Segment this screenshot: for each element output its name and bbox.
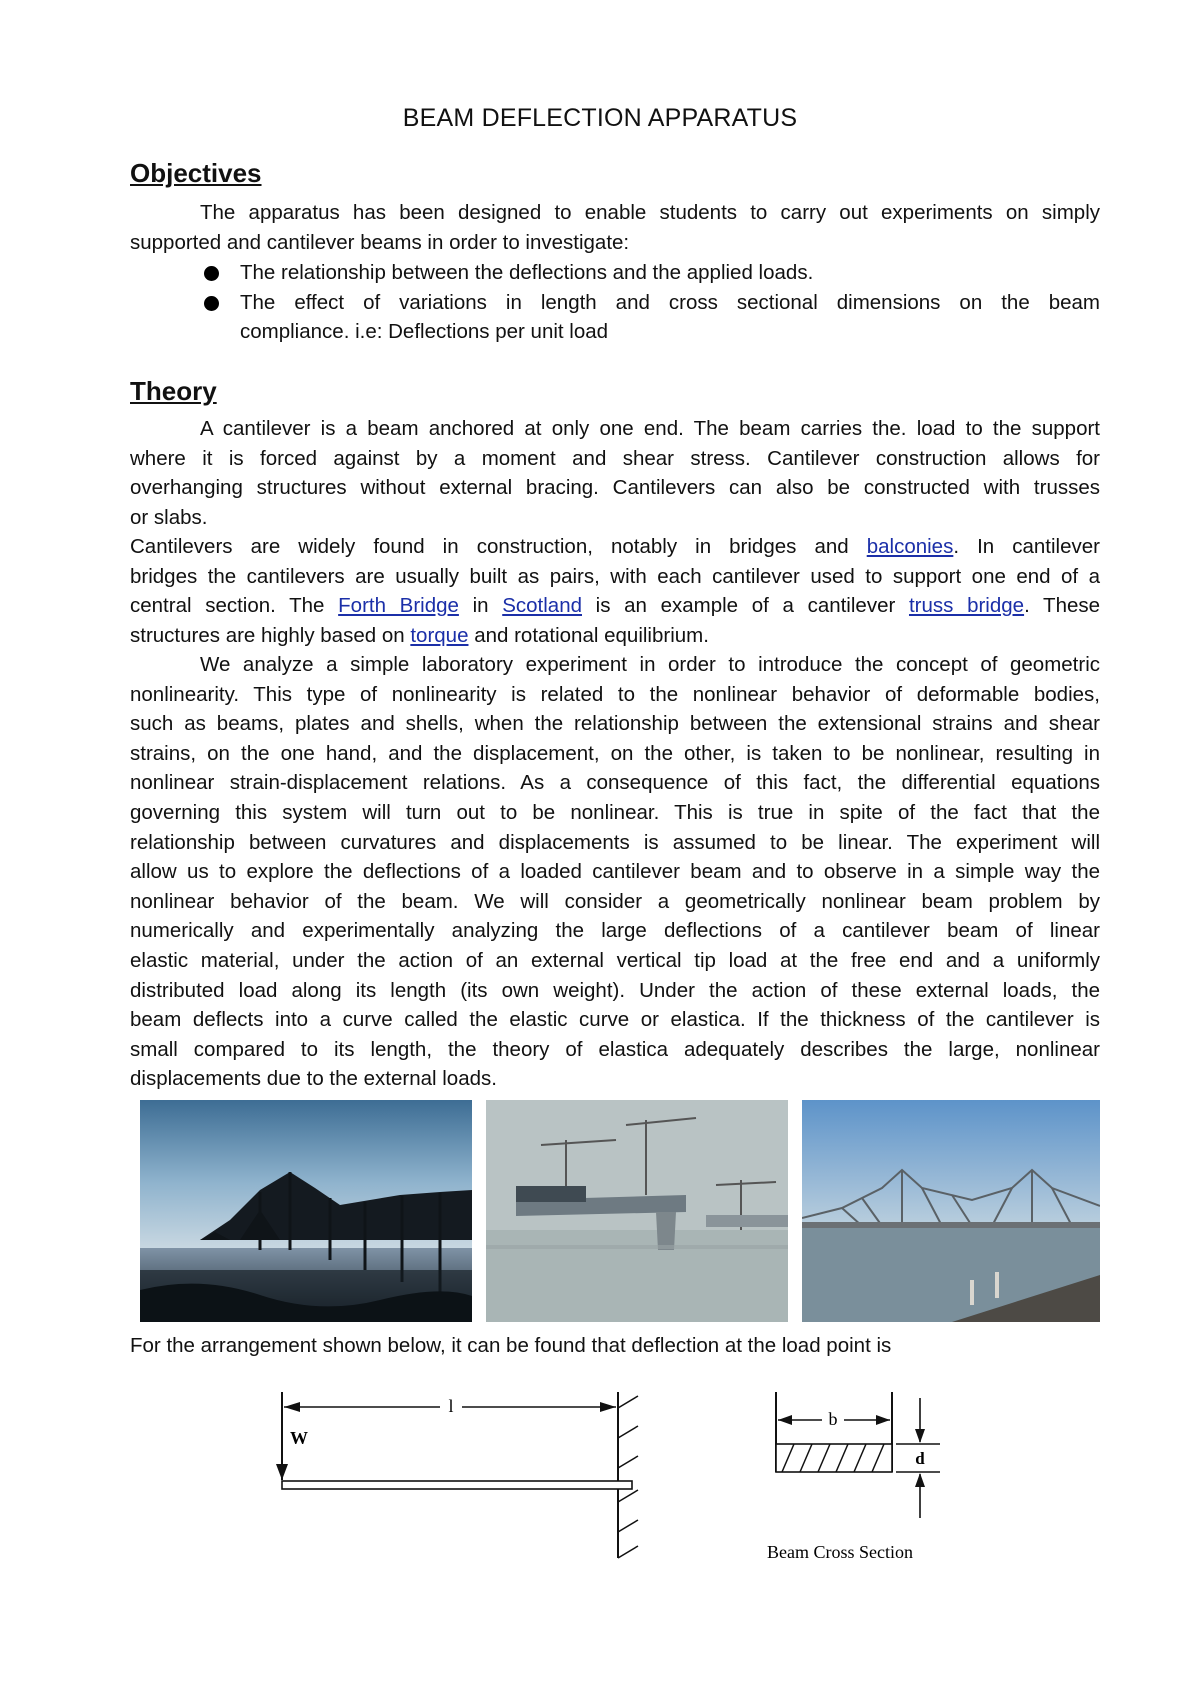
text-span: . These [1024,594,1101,618]
load-arrow-icon [276,1464,288,1480]
photo-bridge-construction [486,1100,788,1322]
text-line: supported and cantilever beams in order to investigate: [130,230,630,254]
text-line: displacements due to the external loads. [130,1067,497,1091]
photo-forth-bridge [140,1100,472,1322]
beam [282,1481,632,1489]
arrow-left-icon [284,1402,300,1412]
text-span: central section. The [130,594,325,618]
text-line: distributed load along its length (its own weight). Under the action of these external loads, the [130,978,1100,1002]
load-label: W [290,1428,308,1448]
text-line [130,591,1100,621]
link-scotland[interactable]: Scotland [502,594,582,618]
text-line: governing this system will turn out to be nonlinear. This is true in spite of the fact that the [130,800,1100,824]
bullet-icon [204,266,219,281]
list-item [130,288,1100,347]
text-span: and rotational equilibrium. [474,623,709,647]
text-line: or slabs. [130,505,208,529]
text-line [130,532,1100,562]
bullet-icon [204,296,219,311]
text-line: numerically and experimentally analyzing the large deflections of a cantilever beam of linear [130,919,1100,943]
cross-section-caption: Beam Cross Section [767,1542,913,1562]
theory-paragraph-3 [130,650,1100,1094]
bullet-text: The effect of variations in length and cross sectional dimensions on the beam [240,290,1100,314]
text-line: The apparatus has been designed to enable students to carry out experiments on simply [200,201,1100,224]
arrow-down-icon [915,1429,925,1443]
arrow-right-icon [876,1415,890,1425]
text-span: is an example of a cantilever [595,594,896,618]
text-line: small compared to its length, the theory of elastica adequately describes the large, nonlinear [130,1037,1100,1061]
text-line: where it is forced against by a moment and shear stress. Cantilever construction allows for [130,446,1100,470]
text-span: structures are highly based on [130,623,405,647]
theory-paragraph-1 [130,414,1100,532]
theory-heading: Theory [130,376,217,406]
text-line: allow us to explore the deflections of a loaded cantilever beam and to observe in a simple way the [130,860,1100,884]
text-line: overhanging structures without external bracing. Cantilevers can also be constructed with trusses [130,476,1100,500]
width-label: b [828,1409,838,1429]
wall-hatching [618,1396,638,1558]
link-truss-bridge[interactable]: truss bridge [908,594,1025,618]
link-torque[interactable]: torque [410,623,469,647]
objectives-list [130,258,1100,347]
text-line: A cantilever is a beam anchored at only one end. The beam carries the. load to the support [200,417,1100,440]
text-line: relationship between curvatures and displacements is assumed to be linear. The experiment will [130,830,1100,854]
text-line [130,621,1100,651]
depth-label: d [915,1449,925,1468]
text-line: nonlinear behavior of the beam. We will consider a geometrically nonlinear beam problem by [130,889,1100,913]
text-line: strains, on the one hand, and the displacement, on the other, is taken to be nonlinear, resulting in [130,741,1100,765]
photo-cantilever-truss-bridge [802,1100,1100,1322]
arrow-right-icon [600,1402,616,1412]
length-label: l [448,1396,454,1416]
cantilever-diagram [270,1390,670,1580]
objectives-intro [130,198,1100,257]
text-line: nonlinear strain-displacement relations. As a consequence of this fact, the differential equations [130,771,1100,795]
text-line: We analyze a simple laboratory experiment in order to introduce the concept of geometric [200,653,1100,676]
text-line: beam deflects into a curve called the elastic curve or elastica. If the thickness of the cantilever is [130,1008,1100,1032]
bullet-text: compliance. i.e: Deflections per unit load [240,320,609,344]
cross-section-diagram [760,1390,1010,1590]
text-line: elastic material, under the action of an external vertical tip load at the free end and a uniformly [130,948,1100,972]
link-balconies[interactable]: balconies [866,535,954,558]
bullet-text: The relationship between the deflections and the applied loads. [240,261,814,284]
list-item [130,258,1100,288]
text-span: Cantilevers are widely found in construction, notably in bridges and [130,535,849,558]
link-forth-bridge[interactable]: Forth Bridge [338,594,459,618]
page-title: BEAM DEFLECTION APPARATUS [402,104,798,132]
text-span: in [472,594,489,618]
truss-bridge-image [802,1100,1100,1322]
text-line: such as beams, plates and shells, when the relationship between the extensional strains and shear [130,712,1100,736]
text-line: bridges the cantilevers are usually built as pairs, with each cantilever used to support one end of a [130,564,1100,588]
forth-bridge-image [140,1100,472,1322]
objectives-heading: Objectives [130,158,262,188]
text-line: nonlinearity. This type of nonlinearity is related to the nonlinear behavior of deformable bodies, [130,682,1100,706]
bridge-construction-image [486,1100,788,1322]
arrow-up-icon [915,1473,925,1487]
theory-paragraph-2 [130,532,1100,650]
arrow-left-icon [778,1415,792,1425]
arrangement-text: For the arrangement shown below, it can be found that deflection at the load point is [130,1334,892,1357]
text-span: . In cantilever [953,535,1100,558]
